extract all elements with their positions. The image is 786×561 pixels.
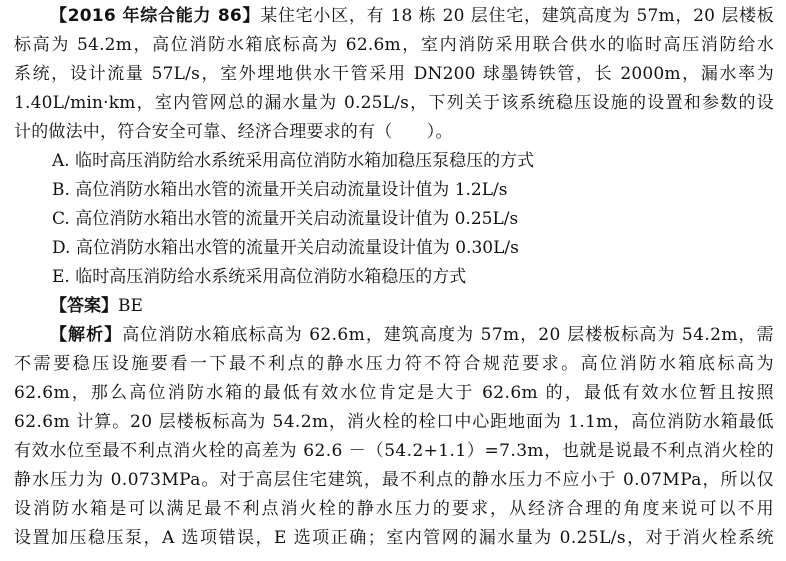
question-line-1 xyxy=(50,2,774,30)
analysis-line-1 xyxy=(50,321,774,349)
analysis-line-6: 静水压力为 0.073MPa。对于高层住宅建筑，最不利点的静水压力不应小于 0.07MPa，所以仅 xyxy=(14,470,774,490)
analysis-label: 【解析】 xyxy=(50,325,123,345)
analysis-line-8: 设置加压稳压泵，A 选项错误，E 选项正确；室内管网的漏水量为 0.25L/s，对于消火栓系统 xyxy=(14,528,774,548)
question-source-tag: 【2016 年综合能力 86】 xyxy=(50,6,261,26)
option-b: B. 高位消防水箱出水管的流量开关启动流量设计值为 1.2L/s xyxy=(52,180,508,200)
question-line-2: 标高为 54.2m，高位消防水箱底标高为 62.6m，室内消防采用联合供水的临时高压消防给水 xyxy=(14,35,774,55)
analysis-line-4: 62.6m 计算。20 层楼板标高为 54.2m，消火栓的栓口中心距地面为 1.1m，高位消防水箱最低 xyxy=(14,412,774,432)
analysis-line-2: 不需要稳压设施要看一下最不利点的静水压力符不符合规范要求。高位消防水箱底标高为 xyxy=(14,354,774,374)
question-line-4: 1.40L/min·km，室内管网总的漏水量为 0.25L/s，下列关于该系统稳压设施的设置和参数的设 xyxy=(14,93,774,113)
question-line-5: 计的做法中，符合安全可靠、经济合理要求的有（ ）。 xyxy=(14,122,453,142)
option-a: A. 临时高压消防给水系统采用高位消防水箱加稳压泵稳压的方式 xyxy=(52,151,535,171)
analysis-line-5: 有效水位至最不利点消火栓的高差为 62.6 －（54.2+1.1）=7.3m，也就是说最不利点消火栓的 xyxy=(14,441,774,461)
analysis-line-7: 设消防水箱是可以满足最不利点消火栓的静水压力的要求，从经济合理的角度来说可以不用 xyxy=(14,499,774,519)
answer-value: BE xyxy=(118,296,143,316)
question-line-3: 系统，设计流量 57L/s，室外埋地供水干管采用 DN200 球墨铸铁管，长 2000m，漏水率为 xyxy=(14,64,774,84)
answer-line xyxy=(50,292,143,320)
analysis-line-3: 62.6m，那么高位消防水箱的最低有效水位肯定是大于 62.6m 的，最低有效水位暂且按照 xyxy=(14,383,774,403)
option-d: D. 高位消防水箱出水管的流量开关启动流量设计值为 0.30L/s xyxy=(52,238,519,258)
analysis-text: 高位消防水箱底标高为 62.6m，建筑高度为 57m，20 层楼板标高为 54.2m，需 xyxy=(122,325,774,345)
option-c: C. 高位消防水箱出水管的流量开关启动流量设计值为 0.25L/s xyxy=(52,209,519,229)
answer-label: 【答案】 xyxy=(50,296,118,316)
option-e: E. 临时高压消防给水系统采用高位消防水箱稳压的方式 xyxy=(52,267,467,287)
question-text: 某住宅小区，有 18 栋 20 层住宅，建筑高度为 57m，20 层楼板 xyxy=(260,6,774,26)
